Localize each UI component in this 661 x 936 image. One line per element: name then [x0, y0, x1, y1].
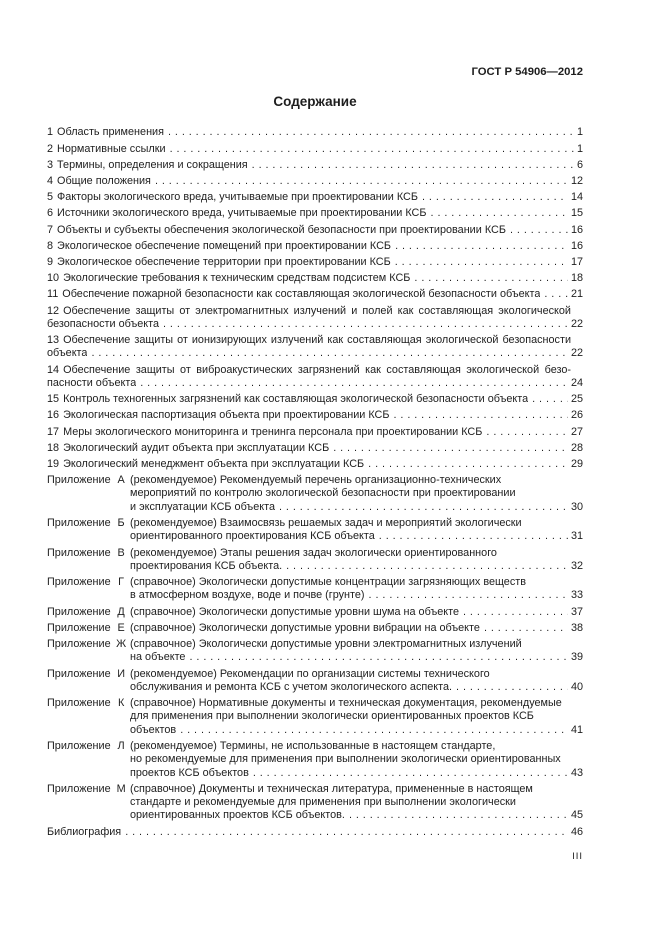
appendix-body [130, 697, 583, 737]
entry-title: ориентированного проектирования КСБ объекта [130, 530, 375, 543]
entry-title: пасности объекта [47, 376, 137, 389]
page-number: 32 [570, 559, 583, 572]
toc-entry-section-9 [47, 256, 583, 269]
entry-title: Общие положения [57, 174, 151, 187]
dot-leader [391, 240, 568, 253]
appendix-letter: К [117, 697, 125, 710]
toc-line [130, 517, 583, 530]
toc-line [47, 347, 583, 360]
toc-line [47, 442, 583, 455]
toc-entry-bibliography [47, 826, 583, 839]
appendix-letter: Ж [116, 638, 127, 650]
entry-title: Источники экологического вреда, учитываемые при проектировании КСБ [57, 207, 427, 220]
appendix-word: Приложение [47, 638, 111, 650]
appendix-label [47, 576, 130, 603]
page-number: 27 [570, 425, 583, 438]
dot-leader [391, 256, 568, 269]
appendix-body [130, 517, 583, 544]
toc-line [47, 409, 583, 422]
appendix-label [47, 547, 130, 574]
entry-title: (рекомендуемое) Взаимосвязь решаемых задач и мероприятий экологически [130, 517, 522, 529]
entry-title: Экологический аудит объекта при эксплуатации КСБ [63, 441, 330, 454]
entry-title: стандарте и рекомендуемые для применения при выполнении экологически [130, 796, 516, 809]
appendix-word: Приложение [47, 782, 111, 795]
toc-entry-section-15 [47, 393, 583, 406]
appendix-word: Приложение [47, 621, 111, 634]
entry-title: для применения при выполнении экологически ориентированных проектов КСБ [130, 710, 534, 723]
page-number: 6 [576, 158, 583, 171]
section-number: 7 [47, 223, 54, 236]
page-number-footer: III [572, 851, 583, 862]
toc-entry-appendix-zh [47, 638, 583, 665]
appendix-letter: В [117, 546, 125, 559]
toc-entry-section-5 [47, 191, 583, 204]
entry-title: (справочное) Нормативные документы и техническая документация, рекомендуемые [130, 697, 562, 710]
section-number: 4 [47, 174, 54, 187]
appendix-label [47, 474, 130, 514]
section-number: 13 [47, 334, 60, 347]
entry-title: Термины, определения и сокращения [57, 158, 248, 171]
toc-line [130, 681, 583, 694]
appendix-word: Приложение [47, 667, 111, 680]
toc-line [47, 240, 583, 253]
toc-line [47, 318, 583, 331]
section-number: 19 [47, 457, 60, 470]
appendix-label [47, 783, 130, 823]
toc-entry-section-12 [47, 305, 583, 332]
entry-title: объекта [47, 347, 88, 360]
entry-title: Экологическое обеспечение помещений при проектировании КСБ [57, 239, 392, 252]
toc-line [130, 809, 583, 822]
dot-leader [365, 589, 568, 602]
toc-line [130, 589, 583, 602]
page-title: Содержание [273, 94, 357, 109]
toc-line [130, 697, 583, 710]
page-number: 29 [570, 457, 583, 470]
toc-entry-appendix-l [47, 740, 583, 780]
appendix-label [47, 622, 130, 635]
dot-leader [176, 724, 568, 737]
section-number: 18 [47, 441, 60, 454]
dot-leader [364, 458, 568, 471]
toc-entry-section-10 [47, 272, 583, 285]
appendix-label [47, 638, 130, 665]
section-number: 9 [47, 255, 54, 268]
toc-line [130, 487, 583, 500]
toc-entry-appendix-e [47, 622, 583, 635]
toc-entry-section-11 [47, 288, 583, 301]
entry-title: (справочное) Документы и техническая литература, примененные в настоящем [130, 782, 533, 795]
entry-title: и эксплуатации КСБ объекта [130, 500, 275, 513]
entry-title: мероприятий по контролю экологической безопасности при проектировании [130, 487, 516, 500]
section-number: 16 [47, 409, 60, 422]
entry-title: Обеспечение защиты от электромагнитных излучений и полей как составляющая экологической [63, 304, 571, 317]
toc-line [47, 377, 583, 390]
toc-entry-section-17 [47, 426, 583, 439]
toc-entry-section-7 [47, 224, 583, 237]
entry-title: (рекомендуемое) Рекомендации по организации системы технического [130, 667, 490, 680]
toc-line [47, 207, 583, 220]
toc-line [130, 740, 583, 753]
appendix-letter: Е [117, 621, 125, 634]
toc-line [47, 126, 583, 139]
toc-line [47, 288, 583, 301]
appendix-body [130, 740, 583, 780]
appendix-word: Приложение [47, 546, 111, 559]
toc-entry-appendix-i [47, 668, 583, 695]
dot-leader [410, 272, 568, 285]
entry-title: (справочное) Экологически допустимые уровни шума на объекте [130, 605, 459, 618]
page-number: 17 [570, 255, 583, 268]
dot-leader [249, 767, 568, 780]
toc-line [47, 334, 571, 347]
dot-leader [452, 681, 568, 694]
appendix-body [130, 622, 583, 635]
toc-line [130, 638, 583, 651]
page-number: 37 [570, 605, 583, 618]
toc-line [130, 668, 583, 681]
entry-title: Обеспечение пожарной безопасности как составляющая экологической безопасности объекта [62, 288, 541, 301]
entry-title: Библиография [47, 825, 122, 838]
entry-title: Обеспечение защиты от виброакустических загрязнений как составляющая экологической безо- [63, 363, 571, 376]
appendix-body [130, 668, 583, 695]
section-number: 1 [47, 126, 54, 139]
dot-leader [427, 207, 568, 220]
toc-line [47, 458, 583, 471]
toc-line [130, 606, 583, 619]
dot-leader [164, 126, 574, 139]
toc-line [47, 143, 583, 156]
toc-line [130, 530, 583, 543]
toc-line [130, 753, 583, 766]
dot-leader [282, 560, 568, 573]
toc-line [130, 474, 583, 487]
toc-entry-section-8 [47, 240, 583, 253]
dot-leader [275, 501, 568, 514]
toc-line [47, 224, 583, 237]
dot-leader [151, 175, 568, 188]
toc-entry-section-16 [47, 409, 583, 422]
page-number: 26 [570, 409, 583, 422]
page-number: 16 [570, 239, 583, 252]
toc-line [130, 783, 583, 796]
entry-title: Меры экологического мониторинга и тренинга персонала при проектировании КСБ [63, 425, 483, 438]
toc-line [47, 305, 571, 318]
entry-title: (рекомендуемое) Термины, не использованные в настоящем стандарте, [130, 739, 496, 752]
page-number: 41 [570, 723, 583, 736]
section-number: 8 [47, 239, 54, 252]
page-number: 38 [570, 621, 583, 634]
entry-title: Контроль техногенных загрязнений как составляющая экологической безопасности объекта [63, 393, 529, 406]
page-number: 45 [570, 809, 583, 822]
dot-leader [185, 651, 567, 664]
toc-line [47, 364, 571, 377]
section-number: 3 [47, 158, 54, 171]
appendix-body [130, 576, 583, 603]
section-number: 14 [47, 363, 60, 376]
toc-line [47, 256, 583, 269]
dot-leader [121, 826, 568, 839]
entry-title: Экологическая паспортизация объекта при проектировании КСБ [63, 409, 390, 422]
appendix-word: Приложение [47, 739, 111, 752]
toc-entry-section-1 [47, 126, 583, 139]
dot-leader [248, 159, 574, 172]
toc-line [130, 622, 583, 635]
appendix-letter: Г [118, 576, 125, 589]
toc-entry-appendix-b [47, 517, 583, 544]
entry-title: Экологический менеджмент объекта при эксплуатации КСБ [63, 457, 365, 470]
page-number: 1 [576, 126, 583, 139]
entry-title: безопасности объекта [47, 317, 159, 330]
entry-title: Объекты и субъекты обеспечения экологической безопасности при проектировании КСБ [57, 223, 506, 236]
appendix-letter: М [116, 782, 126, 795]
appendix-word: Приложение [47, 517, 111, 529]
appendix-body [130, 783, 583, 823]
section-number: 17 [47, 425, 60, 438]
page-number: 1 [576, 142, 583, 155]
entry-title: в атмосферном воздухе, воде и почве (грунте) [130, 589, 365, 602]
toc-line [130, 724, 583, 737]
appendix-letter: Д [117, 605, 125, 618]
appendix-letter: Л [117, 739, 125, 752]
appendix-label [47, 740, 130, 780]
page-number: 30 [570, 500, 583, 513]
entry-title: (справочное) Экологически допустимые уровни электромагнитных излучений [130, 638, 522, 650]
dot-leader [375, 530, 568, 543]
toc-line [47, 393, 583, 406]
dot-leader [459, 606, 568, 619]
page-number: 28 [570, 441, 583, 454]
page-number: 15 [570, 207, 583, 220]
table-of-contents [47, 126, 583, 842]
entry-title: (рекомендуемое) Этапы решения задач экологически ориентированного [130, 546, 497, 559]
appendix-letter: А [117, 474, 125, 487]
entry-title: ориентированных проектов КСБ объектов. [130, 809, 345, 822]
appendix-body [130, 638, 583, 665]
toc-line [47, 426, 583, 439]
toc-line [130, 767, 583, 780]
entry-title: обслуживания и ремонта КСБ с учетом экологического аспекта. [130, 680, 453, 693]
appendix-word: Приложение [47, 474, 111, 487]
toc-entry-section-13 [47, 334, 583, 361]
appendix-word: Приложение [47, 605, 111, 618]
toc-entry-appendix-v [47, 547, 583, 574]
page-number: 12 [570, 174, 583, 187]
page-number: 46 [570, 825, 583, 838]
toc-line [130, 576, 583, 589]
page-number: 33 [570, 589, 583, 602]
page-number: 25 [570, 393, 583, 406]
toc-line [47, 826, 583, 839]
appendix-letter: И [117, 667, 125, 680]
toc-line [130, 796, 583, 809]
entry-title: (справочное) Экологически допустимые уровни вибрации на объекте [130, 621, 480, 634]
entry-title: Факторы экологического вреда, учитываемые при проектировании КСБ [57, 191, 418, 204]
toc-line [130, 710, 583, 723]
dot-leader [540, 288, 568, 301]
toc-line [130, 501, 583, 514]
dot-leader [418, 191, 568, 204]
page-number: 24 [570, 376, 583, 389]
toc-entry-section-6 [47, 207, 583, 220]
dot-leader [482, 426, 568, 439]
toc-line [130, 651, 583, 664]
appendix-label [47, 697, 130, 737]
page-number: 14 [570, 191, 583, 204]
entry-title: на объекте [130, 651, 186, 664]
section-number: 11 [47, 288, 59, 301]
toc-entry-appendix-m [47, 783, 583, 823]
dot-leader [136, 377, 568, 390]
appendix-label [47, 606, 130, 619]
toc-entry-section-3 [47, 159, 583, 172]
entry-title: Область применения [57, 126, 164, 139]
page-number: 39 [570, 651, 583, 664]
entry-title: проектирования КСБ объекта. [130, 559, 283, 572]
entry-title: проектов КСБ объектов [130, 766, 249, 779]
toc-entry-appendix-g [47, 576, 583, 603]
dot-leader [166, 143, 574, 156]
section-number: 15 [47, 393, 60, 406]
toc-line [47, 175, 583, 188]
document-code: ГОСТ Р 54906—2012 [471, 66, 583, 78]
page-number: 40 [570, 680, 583, 693]
dot-leader [480, 622, 568, 635]
toc-entry-appendix-a [47, 474, 583, 514]
section-number: 6 [47, 207, 54, 220]
toc-line [130, 560, 583, 573]
dot-leader [389, 409, 567, 422]
entry-title: (рекомендуемое) Рекомендуемый перечень организационно-технических [130, 474, 502, 487]
entry-title: но рекомендуемые для применения при выполнении экологически ориентированных [130, 753, 561, 766]
toc-entry-section-18 [47, 442, 583, 455]
entry-title: Экологические требования к техническим средствам подсистем КСБ [63, 272, 411, 285]
entry-title: Нормативные ссылки [57, 142, 166, 155]
dot-leader [345, 809, 568, 822]
toc-line [130, 547, 583, 560]
appendix-body [130, 547, 583, 574]
dot-leader [159, 318, 568, 331]
page-number: 18 [570, 272, 583, 285]
page-number: 31 [570, 530, 583, 543]
appendix-word: Приложение [47, 576, 111, 589]
section-number: 10 [47, 272, 60, 285]
toc-line [47, 272, 583, 285]
toc-entry-section-14 [47, 364, 583, 391]
appendix-letter: Б [117, 517, 125, 529]
entry-title: Обеспечение защиты от ионизирующих излучений как составляющая экологической безопасности [63, 334, 571, 347]
page-number: 22 [570, 317, 583, 330]
entry-title: (справочное) Экологически допустимые концентрации загрязняющих веществ [130, 576, 526, 589]
page-number: 21 [570, 288, 583, 301]
page-number: 43 [570, 766, 583, 779]
toc-entry-section-19 [47, 458, 583, 471]
entry-title: Экологическое обеспечение территории при проектировании КСБ [57, 255, 391, 268]
toc-line [47, 191, 583, 204]
toc-line [47, 159, 583, 172]
dot-leader [87, 347, 568, 360]
dot-leader [528, 393, 568, 406]
dot-leader [329, 442, 568, 455]
section-number: 5 [47, 191, 54, 204]
appendix-label [47, 668, 130, 695]
appendix-label [47, 517, 130, 544]
appendix-body [130, 474, 583, 514]
appendix-word: Приложение [47, 697, 111, 710]
toc-entry-appendix-d [47, 606, 583, 619]
section-number: 12 [47, 304, 60, 317]
dot-leader [506, 224, 568, 237]
section-number: 2 [47, 142, 54, 155]
appendix-body [130, 606, 583, 619]
toc-entry-appendix-k [47, 697, 583, 737]
toc-entry-section-4 [47, 175, 583, 188]
entry-title: объектов [130, 723, 177, 736]
page-number: 22 [570, 347, 583, 360]
toc-entry-section-2 [47, 143, 583, 156]
page-number: 16 [570, 223, 583, 236]
